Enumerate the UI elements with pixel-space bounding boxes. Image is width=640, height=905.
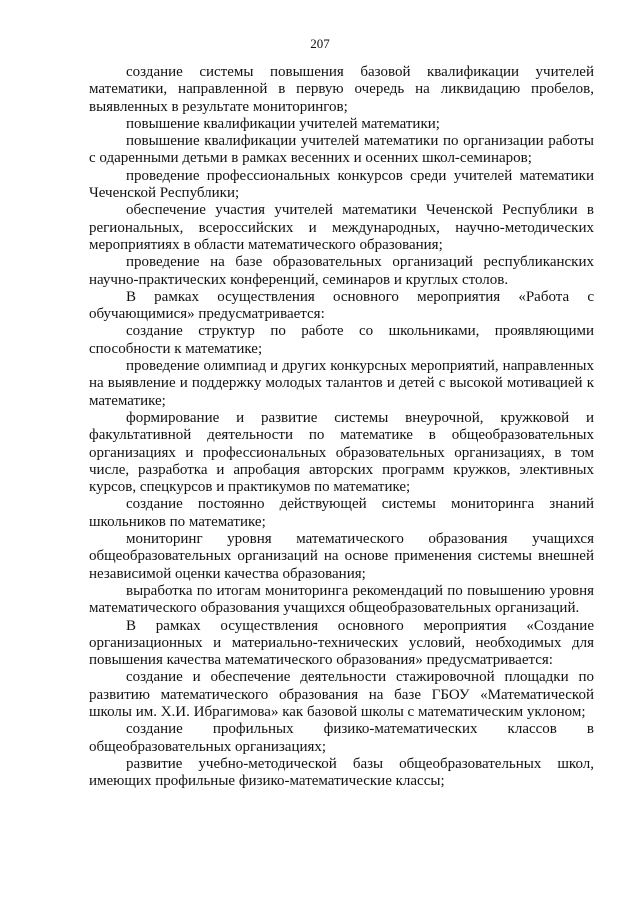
- paragraph: повышение квалификации учителей математики по организации работы с одаренными детьми в рамках весенних и осенних школ-семинаров;: [89, 133, 594, 167]
- paragraph: повышение квалификации учителей математики;: [126, 115, 440, 132]
- paragraph: мониторинг уровня математического образования учащихся общеобразовательных организаций на основе применения системы внешней независимой оценки качества образования;: [89, 531, 594, 582]
- paragraph: развитие учебно-методической базы общеобразовательных школ, имеющих профильные физико-математические классы;: [89, 755, 594, 790]
- page-number: 207: [310, 36, 330, 51]
- paragraph: проведение олимпиад и других конкурсных мероприятий, направленных на выявление и поддержку молодых талантов и детей с высокой мотивацией к математике;: [89, 358, 594, 409]
- paragraph: В рамках осуществления основного мероприятия «Работа с обучающимися» предусматривается:: [89, 288, 594, 323]
- paragraph: создание структур по работе со школьниками, проявляющими способности к математике;: [89, 323, 594, 357]
- paragraph: создание профильных физико-математических классов в общеобразовательных организациях;: [89, 721, 594, 755]
- paragraph: обеспечение участия учителей математики Чеченской Республики в региональных, всероссийских и международных, научно-методических мероприятиях в области математического образования;: [89, 202, 594, 253]
- paragraph: выработка по итогам мониторинга рекомендаций по повышению уровня математического образования учащихся общеобразовательных организаций.: [89, 582, 594, 617]
- paragraph: проведение на базе образовательных организаций республиканских научно-практических конференций, семинаров и круглых столов.: [89, 254, 594, 288]
- paragraph: создание постоянно действующей системы мониторинга знаний школьников по математике;: [89, 496, 594, 530]
- paragraph: В рамках осуществления основного мероприятия «Создание организационных и материально-технических условий, необходимых для повышения качества математического образования» предусматривается:: [89, 617, 594, 669]
- body-text: [89, 64, 594, 790]
- paragraph: проведение профессиональных конкурсов среди учителей математики Чеченской Республики;: [89, 167, 594, 202]
- paragraph: создание системы повышения базовой квалификации учителей математики, направленной в первую очередь на ликвидацию пробелов, выявленных в результате мониторингов;: [89, 64, 594, 115]
- paragraph: формирование и развитие системы внеурочной, кружковой и факультативной деятельности по математике в общеобразовательных организациях и профессиональных образовательных организациях, в том числе, разработка и апробация авторских программ кружков, элективных курсов, спецкурсов и практикумов по математике;: [89, 409, 594, 496]
- paragraph: создание и обеспечение деятельности стажировочной площадки по развитию математического образования на базе ГБОУ «Математической школы им. Х.И. Ибрагимова» как базовой школы с математическим уклоном;: [89, 669, 594, 720]
